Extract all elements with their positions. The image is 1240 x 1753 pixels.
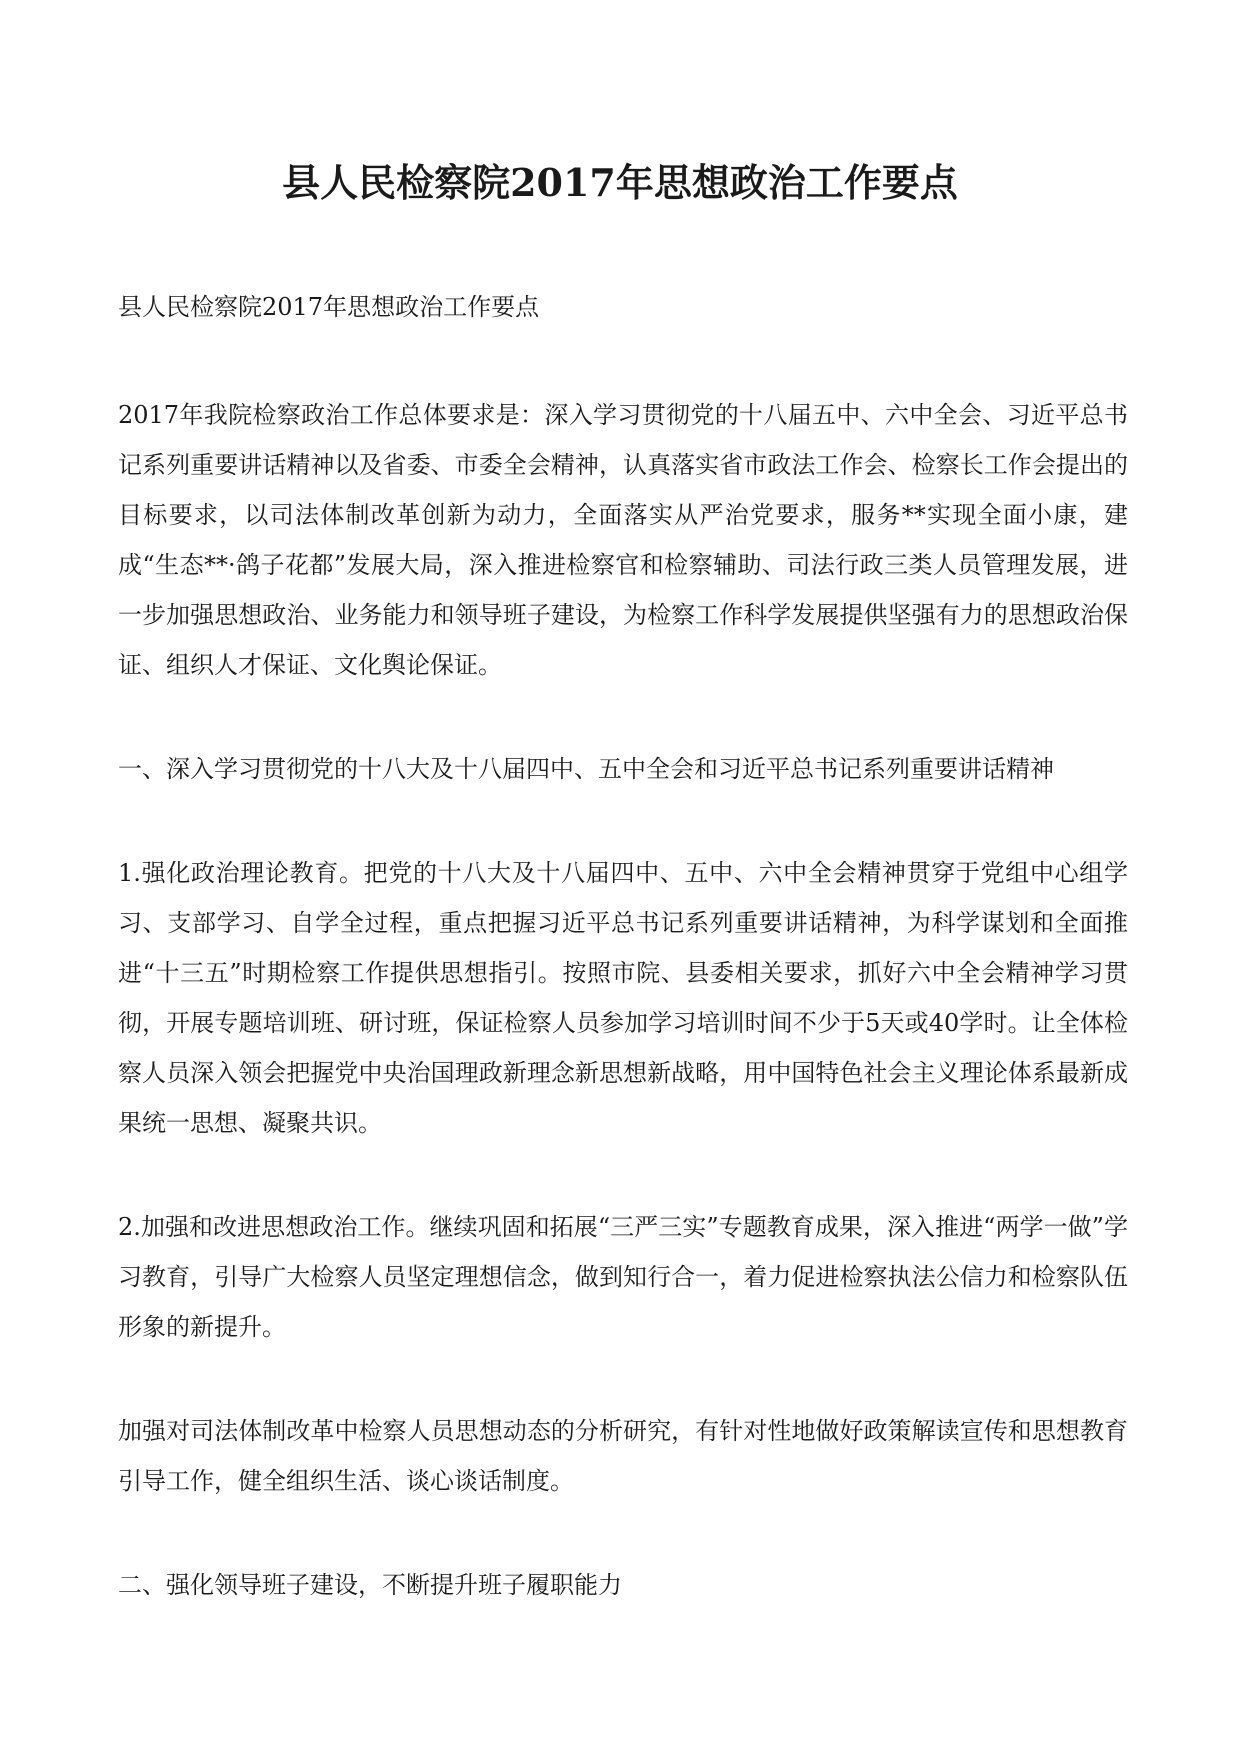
document-subtitle: 县人民检察院2017年思想政治工作要点 bbox=[118, 293, 540, 321]
section-heading-1: 一、深入学习贯彻党的十八大及十八届四中、五中全会和习近平总书记系列重要讲话精神 bbox=[118, 755, 1054, 783]
document-title: 县人民检察院2017年思想政治工作要点 bbox=[282, 160, 958, 205]
document-body bbox=[118, 282, 1128, 1664]
section-heading-2: 二、强化领导班子建设，不断提升班子履职能力 bbox=[118, 1571, 622, 1599]
paragraph-item-2-continued: 加强对司法体制改革中检察人员思想动态的分析研究，有针对性地做好政策解读宣传和思想教育引导工作，健全组织生活、谈心谈话制度。 bbox=[118, 1417, 1128, 1495]
paragraph-item-1: 1.强化政治理论教育。把党的十八大及十八届四中、五中、六中全会精神贯穿于党组中心组学习、支部学习、自学全过程，重点把握习近平总书记系列重要讲话精神，为科学谋划和全面推进“十三五”时期检察工作提供思想指引。按照市院、县委相关要求，抓好六中全会精神学习贯彻，开展专题培训班、研讨班，保证检察人员参加学习培训时间不少于5天或40学时。让全体检察人员深入领会把握党中央治国理政新理念新思想新战略，用中国特色社会主义理论体系最新成果统一思想、凝聚共识。 bbox=[118, 859, 1128, 1137]
paragraph-item-2: 2.加强和改进思想政治工作。继续巩固和拓展“三严三实”专题教育成果，深入推进“两学一做”学习教育，引导广大检察人员坚定理想信念，做到知行合一，着力促进检察执法公信力和检察队伍形象的新提升。 bbox=[118, 1213, 1128, 1341]
paragraph-general-requirements: 2017年我院检察政治工作总体要求是：深入学习贯彻党的十八届五中、六中全会、习近平总书记系列重要讲话精神以及省委、市委全会精神，认真落实省市政法工作会、检察长工作会提出的目标要求，以司法体制改革创新为动力，全面落实从严治党要求，服务**实现全面小康，建成“生态**·鸽子花都”发展大局，深入推进检察官和检察辅助、司法行政三类人员管理发展，进一步加强思想政治、业务能力和领导班子建设，为检察工作科学发展提供坚强有力的思想政治保证、组织人才保证、文化舆论保证。 bbox=[118, 401, 1128, 679]
